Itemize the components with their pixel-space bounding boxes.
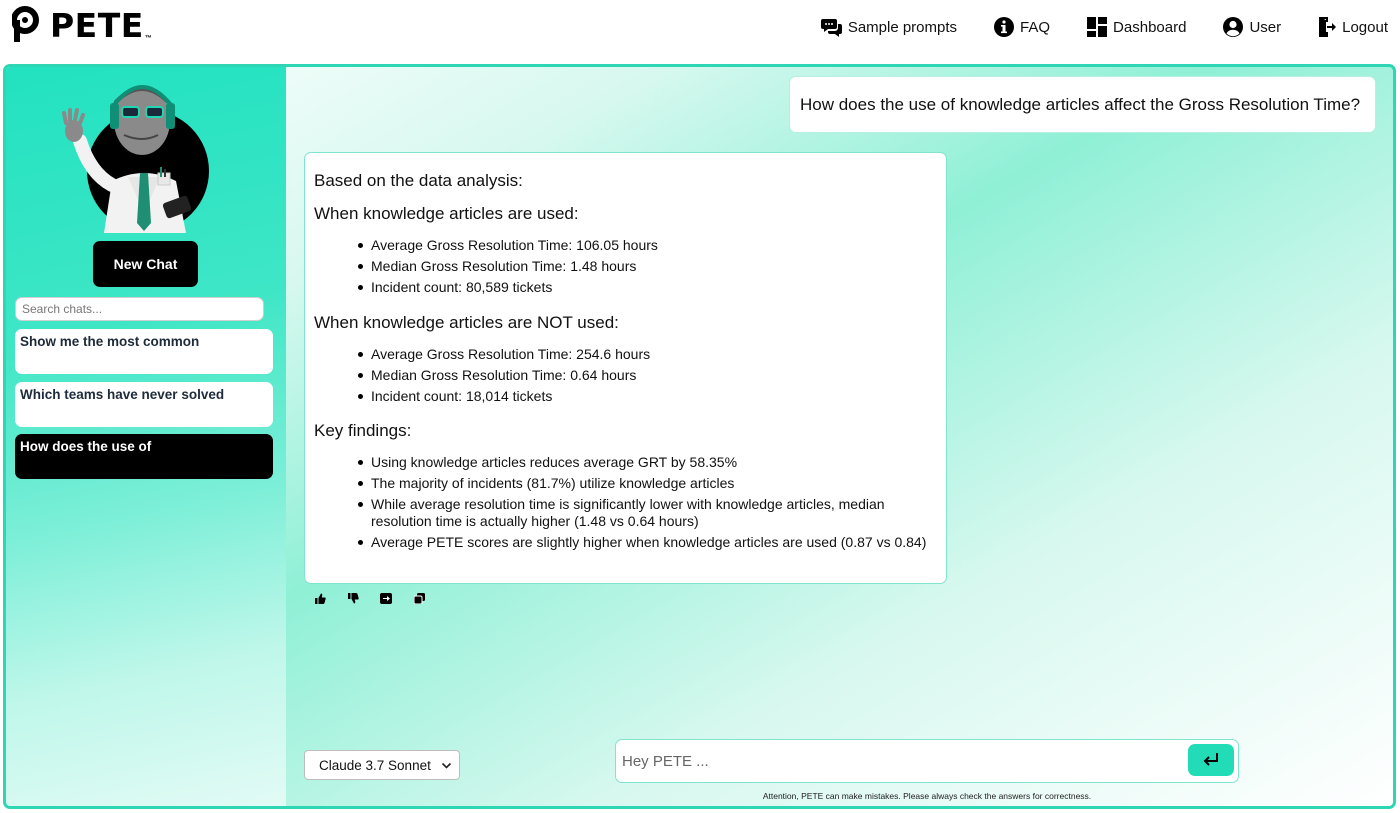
nav-faq-label: FAQ [1020, 18, 1051, 36]
nav-logout-label: Logout [1342, 18, 1388, 36]
assistant-intro-text: Based on the data analysis: [314, 171, 523, 190]
message-actions [313, 591, 426, 605]
pete-avatar [52, 73, 212, 233]
thumbs-up-icon [315, 593, 326, 604]
top-bar [0, 0, 1400, 62]
info-icon [993, 16, 1015, 38]
enter-arrow-icon [1202, 752, 1220, 768]
list-item: Average Gross Resolution Time: 106.05 hours [358, 237, 937, 254]
list-item: The majority of incidents (81.7%) utilize knowledge articles [358, 475, 937, 492]
model-select[interactable] [304, 750, 460, 780]
search-chats-input[interactable] [15, 297, 264, 321]
dashboard-icon [1086, 16, 1108, 38]
list-item: While average resolution time is significantly lower with knowledge articles, median resolution time is actually higher (1.48 vs 0.64 hours) [358, 496, 937, 529]
disclaimer-text: Attention, PETE can make mistakes. Please always check the answers for correctness. [762, 791, 1092, 801]
user-icon [1222, 16, 1244, 38]
pete-logo-mark-icon [12, 6, 40, 46]
section-heading: Key findings: [314, 421, 412, 440]
list-item: Incident count: 80,589 tickets [358, 279, 937, 296]
section-list [358, 237, 937, 296]
pete-logo[interactable] [12, 6, 152, 46]
chat-history-item[interactable]: Which teams have never solved [15, 382, 273, 427]
new-chat-button[interactable]: New Chat [93, 241, 198, 287]
chat-history-item-active[interactable]: How does the use of [15, 434, 273, 479]
section-heading: When knowledge articles are used: [314, 204, 579, 223]
chevron-down-icon [441, 760, 452, 771]
list-item: Average PETE scores are slightly higher when knowledge articles are used (0.87 vs 0.84) [358, 534, 937, 551]
chat-bubbles-icon [821, 16, 843, 38]
main-frame [3, 64, 1396, 809]
send-button[interactable] [1188, 744, 1234, 776]
list-item: Using knowledge articles reduces average GRT by 58.35% [358, 454, 937, 471]
sidebar [6, 67, 286, 806]
model-select-value: Claude 3.7 Sonnet [319, 757, 431, 773]
message-input[interactable] [622, 748, 1182, 774]
nav-faq[interactable] [993, 16, 1050, 38]
user-message-bubble [789, 76, 1376, 133]
copy-button[interactable] [412, 591, 426, 605]
thumbs-down-button[interactable] [346, 591, 360, 605]
list-item: Median Gross Resolution Time: 0.64 hours [358, 367, 937, 384]
nav-user-label: User [1249, 18, 1282, 36]
section-list [358, 454, 937, 550]
logout-icon [1317, 16, 1337, 38]
thumbs-down-icon [348, 593, 359, 604]
pete-mascot-icon [52, 73, 212, 233]
nav-sample-prompts-label: Sample prompts [847, 18, 958, 36]
list-item: Average Gross Resolution Time: 254.6 hours [358, 346, 937, 363]
nav-user[interactable] [1222, 16, 1281, 38]
assistant-message-bubble [304, 152, 947, 584]
user-message-text: How does the use of knowledge articles affect the Gross Resolution Time? [800, 94, 1361, 114]
share-icon [380, 593, 392, 604]
chat-history-item[interactable]: Show me the most common [15, 329, 273, 374]
list-item: Median Gross Resolution Time: 1.48 hours [358, 258, 937, 275]
nav-sample-prompts[interactable] [821, 16, 957, 38]
nav-dashboard[interactable] [1086, 16, 1186, 38]
section-list [358, 346, 937, 405]
nav-logout[interactable] [1317, 16, 1388, 38]
section-heading: When knowledge articles are NOT used: [314, 312, 619, 332]
copy-icon [414, 593, 425, 604]
share-button[interactable] [379, 591, 393, 605]
list-item: Incident count: 18,014 tickets [358, 388, 937, 405]
thumbs-up-button[interactable] [313, 591, 327, 605]
top-nav [821, 16, 1388, 38]
brand-name: PETE [50, 6, 144, 45]
nav-dashboard-label: Dashboard [1113, 18, 1187, 36]
message-composer [615, 739, 1239, 783]
brand-trademark: ™ [144, 34, 152, 42]
